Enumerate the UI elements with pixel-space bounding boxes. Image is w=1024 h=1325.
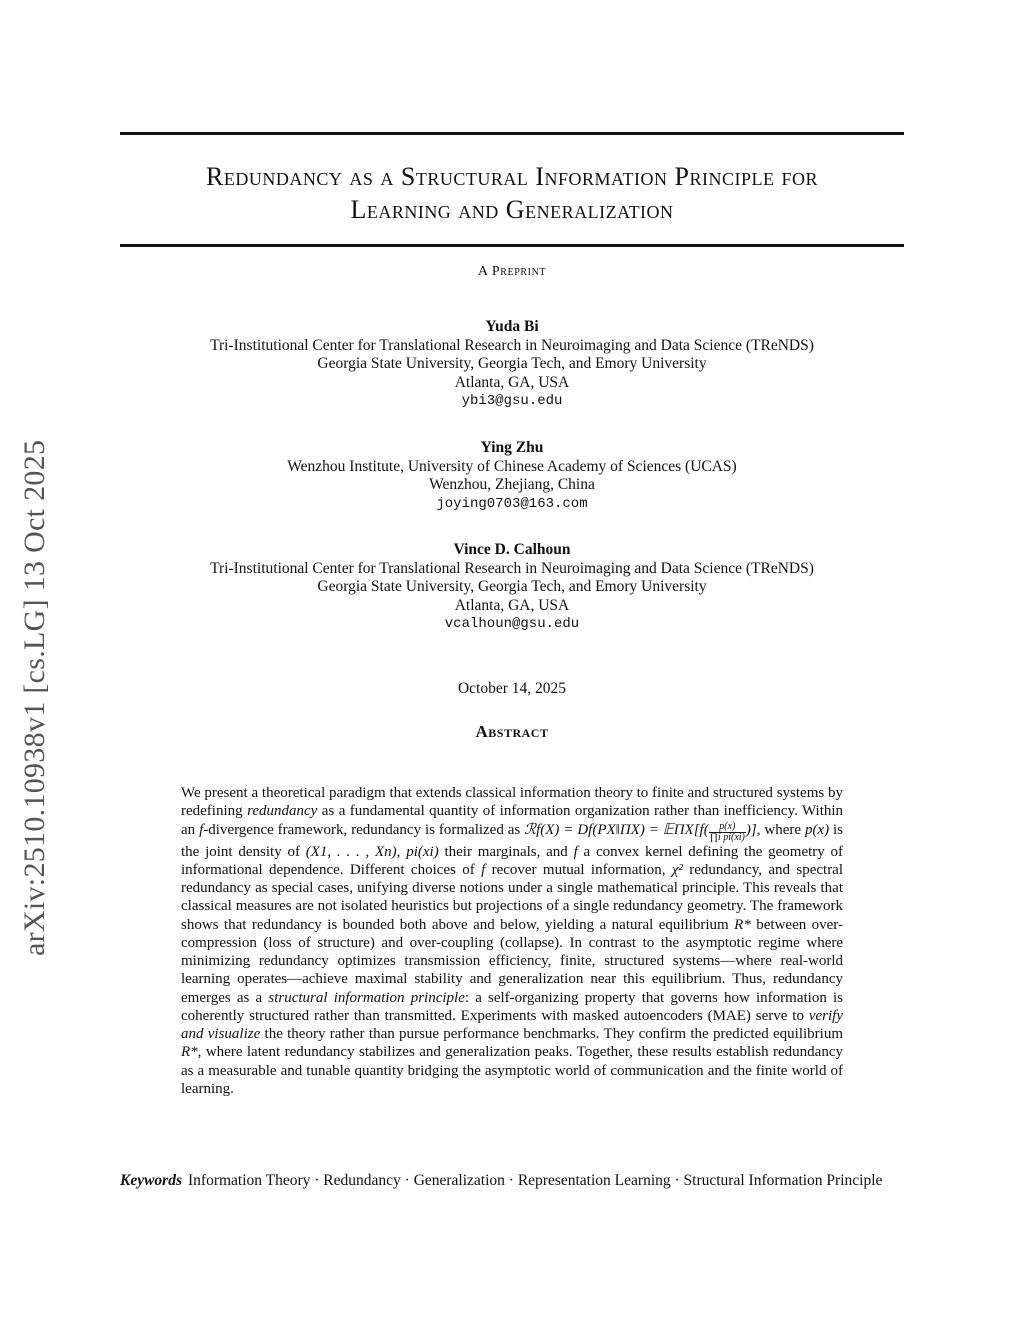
abstract-text: as a fundamental quantity of information organization rather than inefficiency. Within an [181, 803, 844, 838]
abstract-text: the theory rather than pursue performance benchmarks. They confirm the predicted equilibrium [264, 1026, 844, 1042]
math-symbol: R* [734, 916, 751, 933]
fraction-numerator: p(x) [709, 822, 746, 833]
author-affiliation: Georgia State University, Georgia Tech, and Emory University [317, 578, 707, 595]
abstract-emphasis: structural information principle [268, 989, 465, 1006]
keywords-label: Keywords [120, 1172, 182, 1189]
abstract-heading: Abstract [475, 722, 549, 741]
author-location: Atlanta, GA, USA [454, 596, 570, 614]
keywords-list: Information Theory · Redundancy · Generalization · Representation Learning · Structural Information Principle [188, 1172, 883, 1189]
author-affiliation: Tri-Institutional Center for Translational Research in Neuroimaging and Data Science (TReNDS) [210, 336, 814, 354]
author-block-3 [0, 541, 1024, 634]
preprint-label: A Preprint [477, 264, 547, 279]
fraction-denominator: ∏i pi(xi) [709, 831, 745, 843]
title-bottom-rule [120, 244, 904, 247]
abstract-text: where [764, 821, 802, 838]
author-name: Yuda Bi [485, 318, 539, 335]
author-block-2 [0, 439, 1024, 513]
math-symbol: f [573, 843, 578, 860]
math-symbol: f [481, 861, 486, 878]
abstract-body [181, 784, 843, 1098]
author-email[interactable]: vcalhoun@gsu.edu [444, 616, 580, 632]
abstract-text: redundancy, and spectral redundancy as special cases, unifying diverse notions under a single mathematical principle. This reveals that classical measures are not isolated heuristics but projections of a single redundancy geometry. The framework shows that redundancy is bounded both above and below, yielding a natural equilibrium [181, 861, 844, 933]
abstract-text: We present a theoretical paradigm that extends classical information theory to finite and structured systems by redefining [181, 785, 843, 820]
arxiv-stamp[interactable]: arXiv:2510.10938v1 [cs.LG] 13 Oct 2025 [18, 439, 51, 956]
title-line-2: Learning and Generalization [350, 195, 674, 224]
abstract-text: recover mutual information, [491, 861, 666, 878]
paper-title [120, 160, 904, 226]
math-formula-rhs: )], [745, 821, 761, 838]
author-affiliation: Wenzhou Institute, University of Chinese Academy of Sciences (UCAS) [287, 457, 737, 475]
author-email[interactable]: ybi3@gsu.edu [461, 393, 563, 409]
author-affiliation: Tri-Institutional Center for Translational Research in Neuroimaging and Data Science (TReNDS) [210, 559, 814, 577]
math-symbol: χ² [671, 861, 683, 878]
author-location: Atlanta, GA, USA [454, 373, 570, 391]
title-top-rule [120, 132, 904, 135]
author-name: Vince D. Calhoun [453, 541, 571, 558]
author-block-1 [0, 318, 1024, 411]
paper-date: October 14, 2025 [457, 680, 567, 697]
math-symbol: f [199, 821, 204, 838]
author-affiliation: Georgia State University, Georgia Tech, and Emory University [317, 355, 707, 372]
abstract-emphasis: redundancy [247, 803, 318, 820]
abstract-text: is the joint density of [181, 821, 844, 860]
title-line-1: Redundancy as a Structural Information Principle for [206, 162, 818, 191]
author-location: Wenzhou, Zhejiang, China [429, 476, 595, 493]
math-symbol: p(x) [804, 821, 830, 838]
author-name: Ying Zhu [480, 439, 544, 456]
math-fraction [709, 822, 746, 843]
abstract-text: , where latent redundancy stabilizes and generalization peaks. Together, these results establish redundancy as a measurable and tunable quantity bridging the asymptotic world of communication and the finite world of learning. [181, 1044, 843, 1097]
abstract-text: a convex kernel defining the geometry of informational dependence. Different choices of [181, 843, 844, 878]
abstract-text: between over-compression (loss of structure) and over-coupling (collapse). In contrast to the asymptotic regime where minimizing redundancy optimizes transmission efficiency, finite, structured systems—where real-world learning operates—achieve maximal stability and generalization near this equilibrium. Thus, redundancy emerges as a [181, 916, 843, 1006]
abstract-emphasis: verify and visualize [181, 1007, 843, 1042]
math-symbol: R* [181, 1044, 198, 1061]
author-email[interactable]: joying0703@163.com [436, 495, 588, 512]
math-symbol: (X1, . . . , Xn), [305, 843, 401, 860]
abstract-text: -divergence framework, redundancy is formalized as [203, 821, 521, 838]
math-symbol: pi(xi) [406, 843, 439, 860]
abstract-text: : a self-organizing property that governs how information is coherently structured rather than transmitted. Experiments with masked autoencoders (MAE) serve to [181, 989, 843, 1024]
math-formula-lhs: ℛf(X) = Df(PX‖ΠX) = 𝔼ΠX[f( [524, 821, 709, 838]
abstract-text: their marginals, and [444, 843, 568, 860]
keywords-section [120, 1171, 904, 1190]
